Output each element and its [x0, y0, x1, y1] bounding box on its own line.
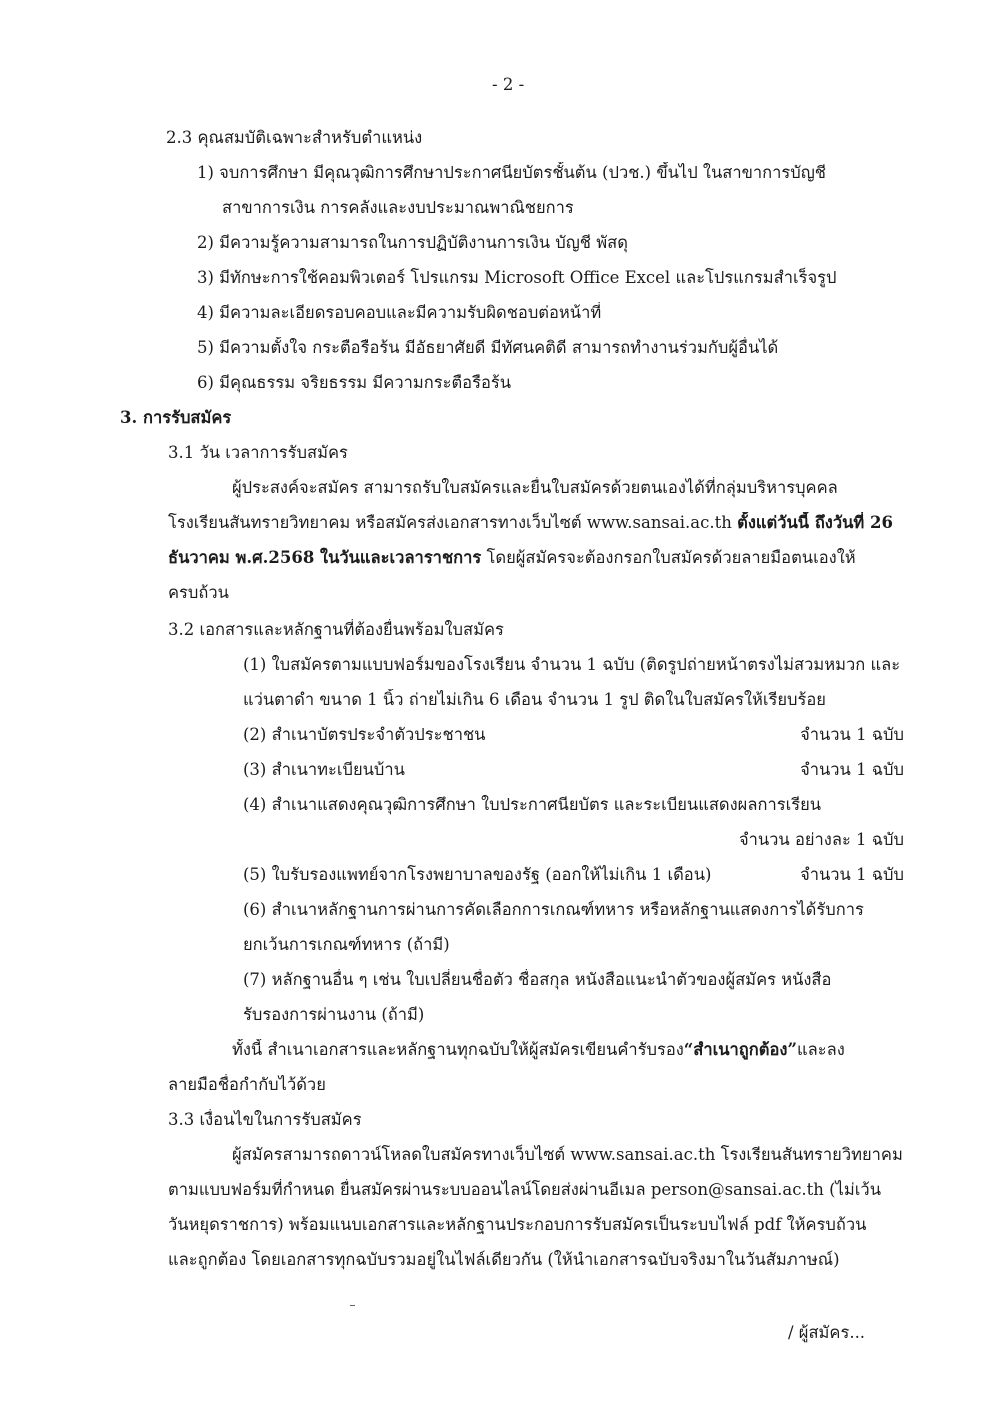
document-item-4: (4) สำเนาแสดงคุณวุฒิการศึกษา ใบประกาศนียบัตร และระเบียนแสดงผลการเรียน: [243, 795, 822, 814]
qualification-item-4: 4) มีความละเอียดรอบคอบและมีความรับผิดชอบต่อหน้าที่: [197, 303, 602, 322]
scan-mark: [350, 1305, 355, 1306]
certification-phrase: “สำเนาถูกต้อง”: [683, 1040, 797, 1059]
application-end-date: ธันวาคม พ.ศ.2568 ในวันและเวลาราชการ: [168, 548, 482, 567]
document-item-4-quantity: จำนวน อย่างละ 1 ฉบับ: [738, 830, 904, 849]
document-item-3: (3) สำเนาทะเบียนบ้าน: [243, 760, 405, 779]
document-item-6-cont: ยกเว้นการเกณฑ์ทหาร (ถ้ามี): [243, 935, 450, 954]
condition-line-1: ผู้สมัครสามารถดาวน์โหลดใบสมัครทางเว็บไซต์ www.sansai.ac.th โรงเรียนสันทรายวิทยาคม: [232, 1145, 903, 1164]
certification-note: [232, 1039, 904, 1061]
certification-note-cont: ลายมือชื่อกำกับไว้ด้วย: [168, 1075, 326, 1094]
application-website-text: โรงเรียนสันทรายวิทยาคม หรือสมัครส่งเอกสารทางเว็บไซต์ www.sansai.ac.th: [168, 513, 738, 532]
condition-line-2: ตามแบบฟอร์มที่กำหนด ยื่นสมัครผ่านระบบออนไลน์โดยส่งผ่านอีเมล person@sansai.ac.th (ไม่เว้น: [168, 1180, 881, 1199]
document-item-5: (5) ใบรับรองแพทย์จากโรงพยาบาลของรัฐ (ออกให้ไม่เกิน 1 เดือน): [243, 865, 712, 884]
document-item-7: (7) หลักฐานอื่น ๆ เช่น ใบเปลี่ยนชื่อตัว ชื่อสกุล หนังสือแนะนำตัวของผู้สมัคร หนังสือ: [243, 970, 832, 989]
section-2-3-heading: 2.3 คุณสมบัติเฉพาะสำหรับตำแหน่ง: [166, 128, 423, 147]
condition-line-4: และถูกต้อง โดยเอกสารทุกฉบับรวมอยู่ในไฟล์เดียวกัน (ให้นำเอกสารฉบับจริงมาในวันสัมภาษณ์): [168, 1250, 840, 1269]
section-3-1-heading: 3.1 วัน เวลาการรับสมัคร: [168, 443, 348, 462]
section-3-heading: 3. การรับสมัคร: [120, 408, 232, 427]
section-3-2-heading: 3.2 เอกสารและหลักฐานที่ต้องยื่นพร้อมใบสมัคร: [168, 620, 504, 639]
document-item-6: (6) สำเนาหลักฐานการผ่านการคัดเลือกการเกณฑ์ทหาร หรือหลักฐานแสดงการได้รับการ: [243, 900, 864, 919]
certification-note-text: ทั้งนี้ สำเนาเอกสารและหลักฐานทุกฉบับให้ผู้สมัครเขียนคำรับรอง: [232, 1040, 684, 1059]
condition-line-3: วันหยุดราชการ) พร้อมแนบเอกสารและหลักฐานประกอบการรับสมัครเป็นระบบไฟล์ pdf ให้ครบถ้วน: [168, 1215, 867, 1234]
application-period-line-1: ผู้ประสงค์จะสมัคร สามารถรับใบสมัครและยื่นใบสมัครด้วยตนเองได้ที่กลุ่มบริหารบุคคล: [232, 478, 838, 497]
application-period-line-3: [168, 547, 908, 569]
qualification-item-5: 5) มีความตั้งใจ กระตือรือร้น มีอัธยาศัยดี มีทัศนคติดี สามารถทำงานร่วมกับผู้อื่นได้: [197, 338, 779, 357]
document-item-3-quantity: จำนวน 1 ฉบับ: [800, 760, 904, 779]
application-period-line-2: [168, 512, 908, 534]
certification-note-end: และลง: [796, 1040, 845, 1059]
document-item-1: (1) ใบสมัครตามแบบฟอร์มของโรงเรียน จำนวน 1 ฉบับ (ติดรูปถ่ายหน้าตรงไม่สวมหมวก และ: [243, 655, 901, 674]
document-item-1-cont: แว่นตาดำ ขนาด 1 นิ้ว ถ่ายไม่เกิน 6 เดือน จำนวน 1 รูป ติดในใบสมัครให้เรียบร้อย: [243, 690, 826, 709]
document-item-7-cont: รับรองการผ่านงาน (ถ้ามี): [243, 1005, 425, 1024]
qualification-item-1: 1) จบการศึกษา มีคุณวุฒิการศึกษาประกาศนียบัตรชั้นต้น (ปวช.) ขึ้นไป ในสาขาการบัญชี: [197, 163, 826, 182]
continuation-marker: / ผู้สมัคร...: [788, 1323, 866, 1342]
qualification-item-1-cont: สาขาการเงิน การคลังและงบประมาณพาณิชยการ: [222, 198, 574, 217]
section-3-3-heading: 3.3 เงื่อนไขในการรับสมัคร: [168, 1110, 362, 1129]
document-item-5-quantity: จำนวน 1 ฉบับ: [800, 865, 904, 884]
application-period-line-4: ครบถ้วน: [168, 583, 229, 602]
qualification-item-3: 3) มีทักษะการใช้คอมพิวเตอร์ โปรแกรม Microsoft Office Excel และโปรแกรมสำเร็จรูป: [197, 268, 837, 287]
page-number: - 2 -: [492, 75, 525, 94]
qualification-item-6: 6) มีคุณธรรม จริยธรรม มีความกระตือรือร้น: [197, 373, 512, 392]
application-start-date: ตั้งแต่วันนี้ ถึงวันที่ 26: [737, 513, 893, 532]
qualification-item-2: 2) มีความรู้ความสามารถในการปฏิบัติงานการเงิน บัญชี พัสดุ: [197, 233, 628, 252]
document-item-2: (2) สำเนาบัตรประจำตัวประชาชน: [243, 725, 486, 744]
application-instruction: โดยผู้สมัครจะต้องกรอกใบสมัครด้วยลายมือตนเองให้: [481, 548, 856, 567]
document-item-2-quantity: จำนวน 1 ฉบับ: [800, 725, 904, 744]
